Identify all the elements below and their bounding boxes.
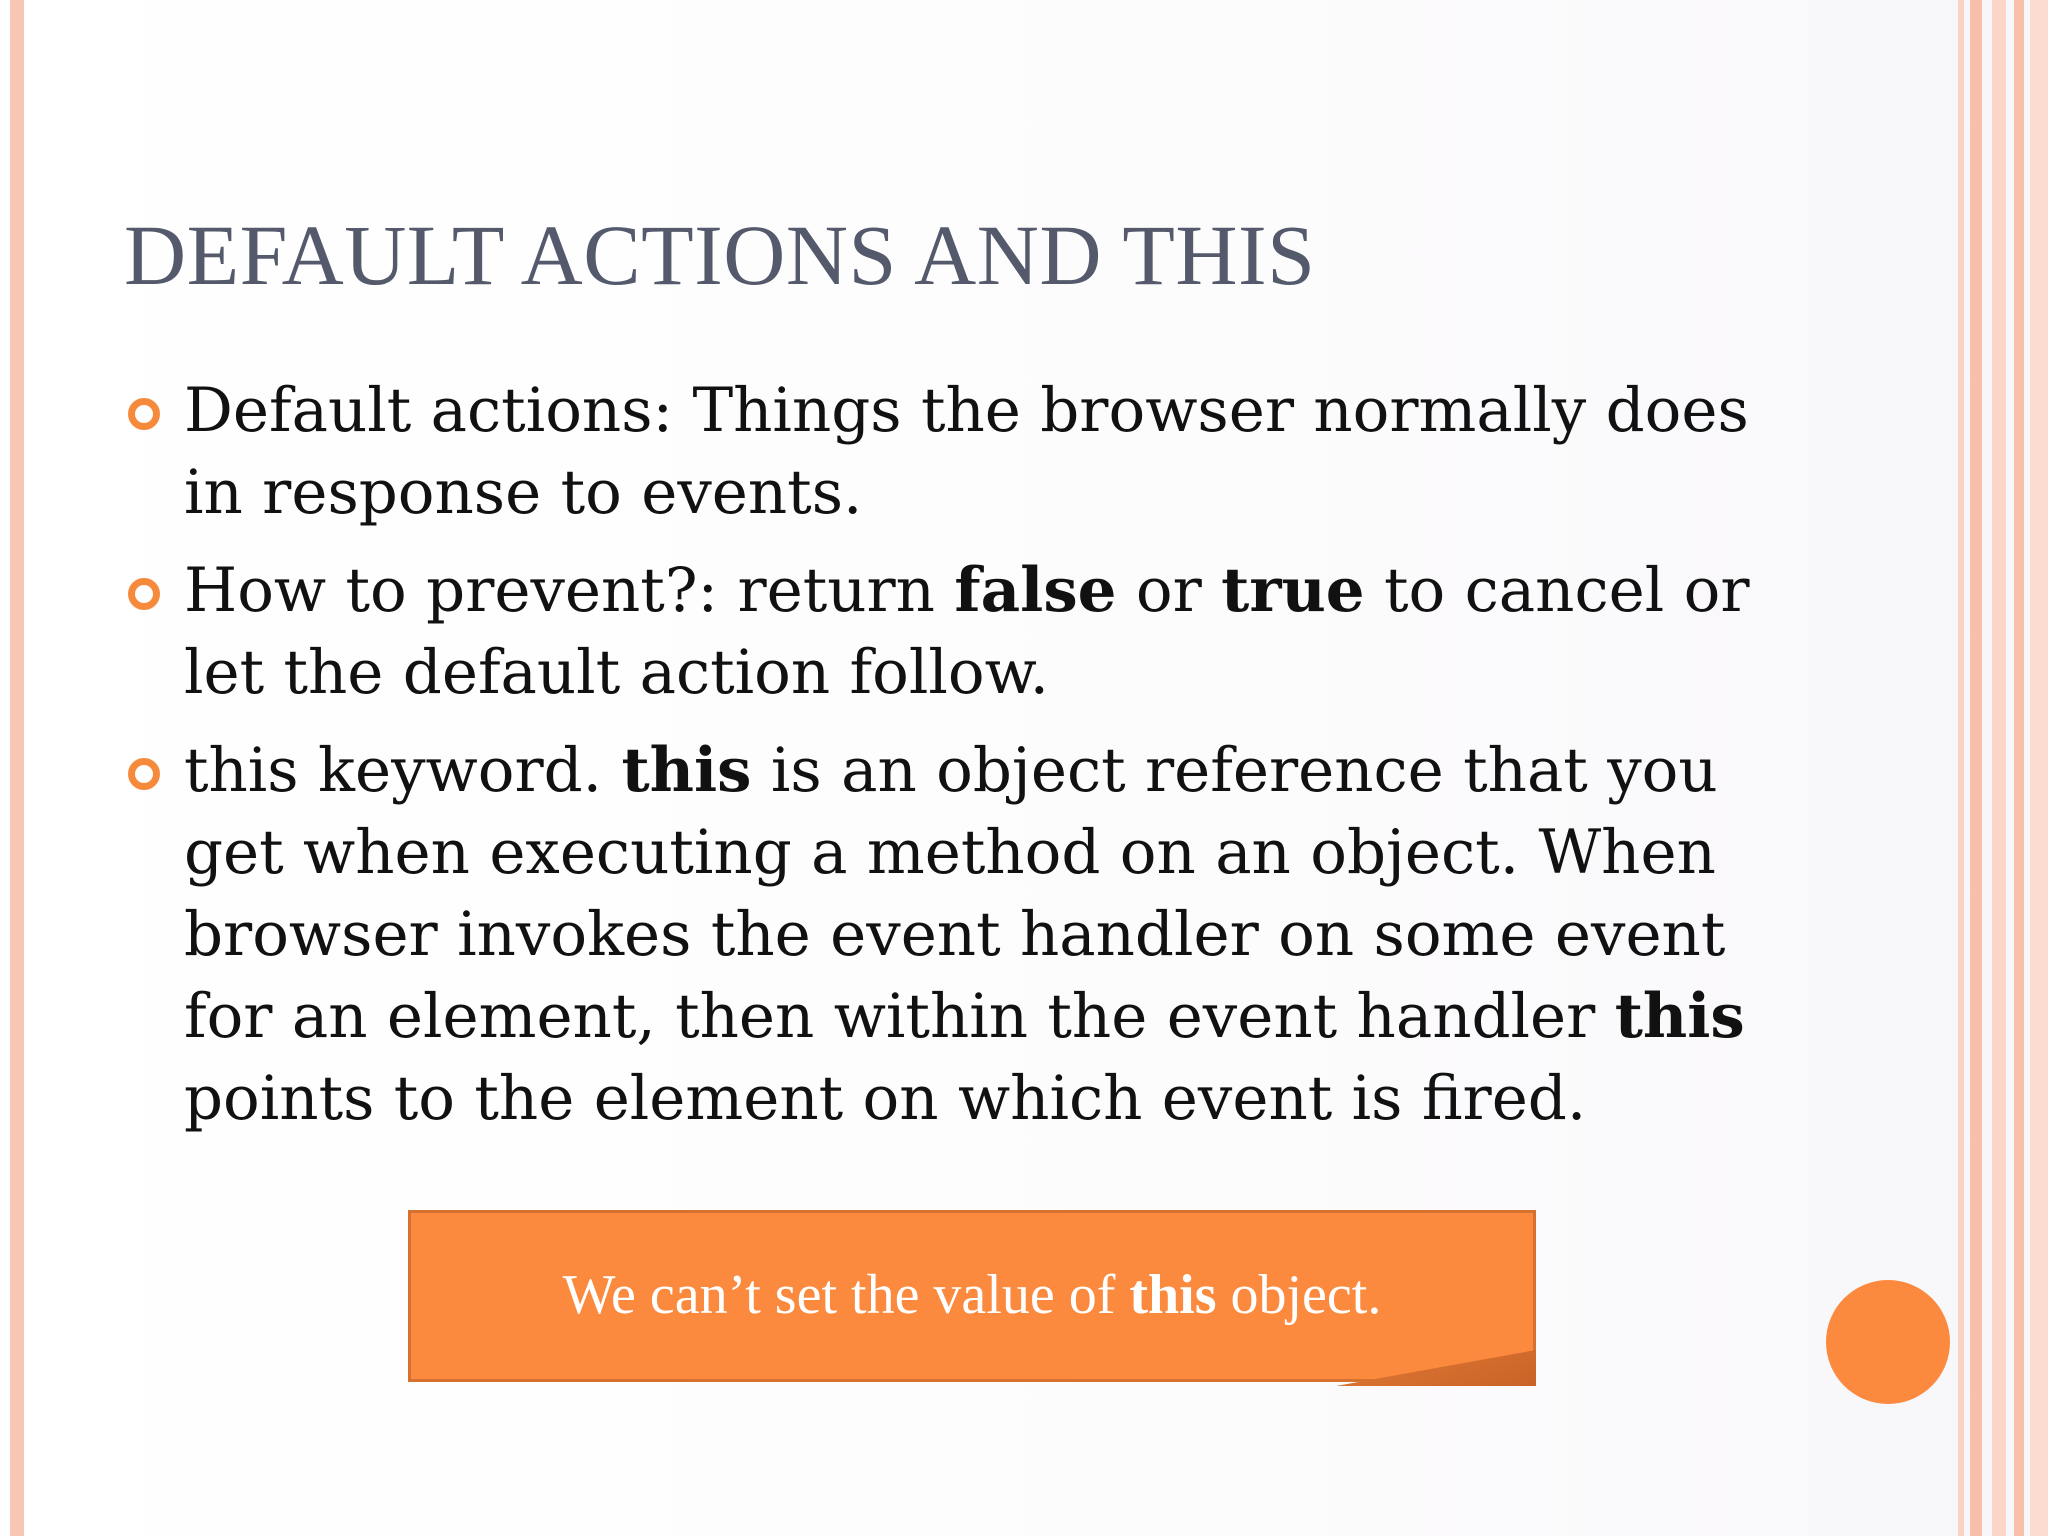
slide-title: DEFAULT ACTIONS AND THIS	[124, 207, 1316, 303]
callout-text-part: object.	[1216, 1264, 1382, 1326]
callout-keyword-this: this	[1129, 1264, 1217, 1326]
bullet-text: this keyword.	[184, 735, 622, 806]
bullet-item	[128, 550, 1768, 714]
ring-bullet-icon	[128, 398, 160, 430]
left-border-bar	[10, 0, 24, 1536]
right-stripe	[1992, 0, 2006, 1536]
bullet-item	[128, 370, 1768, 534]
callout-text-part: We can’t set the value of	[562, 1264, 1130, 1326]
bullet-text: to cancel or let the default action follow.	[184, 555, 1750, 708]
bullet-text: points to the element on which event is fired.	[184, 1063, 1587, 1134]
right-stripe	[1958, 0, 1964, 1536]
bullet-keyword-true: true	[1221, 555, 1365, 626]
right-stripe	[2030, 0, 2048, 1536]
decorative-circle	[1826, 1280, 1950, 1404]
right-stripe	[2014, 0, 2024, 1536]
callout-text	[411, 1263, 1533, 1327]
bullet-text: is an object reference that you get when executing a method on an object. When browser invokes the event handler on some event for an element, then within the event handler	[184, 735, 1726, 1052]
callout-box	[408, 1210, 1536, 1382]
ring-bullet-icon	[128, 758, 160, 790]
right-stripe	[1970, 0, 1982, 1536]
bullet-text: or	[1116, 555, 1222, 626]
bullet-item	[128, 730, 1768, 1140]
bullet-keyword-false: false	[954, 555, 1117, 626]
bullet-list	[128, 370, 1768, 1156]
bullet-keyword-this: this	[1614, 981, 1745, 1052]
bullet-text: How to prevent?: return	[184, 555, 955, 626]
bullet-keyword-this: this	[621, 735, 752, 806]
bullet-text: Default actions: Things the browser normally does in response to events.	[184, 375, 1749, 528]
ring-bullet-icon	[128, 578, 160, 610]
